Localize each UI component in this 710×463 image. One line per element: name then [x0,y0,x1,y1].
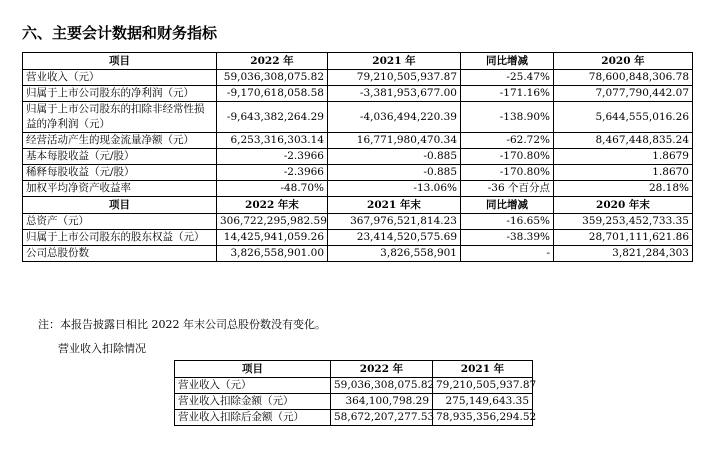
cell-value: -13.06% [328,181,461,197]
table-row [175,378,533,394]
cell-value: 1.8679 [554,149,693,165]
column-header: 2022 年 [331,361,433,378]
table-header-row [23,197,693,214]
row-label: 加权平均净资产收益率 [23,181,217,197]
cell-value: 58,672,207,277.53 [331,410,433,426]
cell-value: -2.3966 [217,165,328,181]
cell-value: 79,210,505,937.87 [433,378,533,394]
cell-value: -25.47% [461,70,554,86]
cell-value: 59,036,308,075.82 [217,70,328,86]
cell-value: 367,976,521,814.23 [328,214,461,230]
column-header: 2021 年 [433,361,533,378]
cell-value: -0.885 [328,165,461,181]
table-row [23,70,693,86]
cell-value: -62.72% [461,133,554,149]
cell-value: 23,414,520,575.69 [328,230,461,246]
table-row [23,86,693,102]
cell-value: 16,771,980,470.34 [328,133,461,149]
cell-value: 5,644,555,016.26 [554,102,693,133]
row-label: 公司总股份数 [23,246,217,262]
column-header: 项目 [23,197,217,214]
cell-value: -2.3966 [217,149,328,165]
cell-value: -138.90% [461,102,554,133]
column-header: 同比增减 [461,197,554,214]
column-header: 项目 [23,53,217,70]
row-label: 营业收入（元） [23,70,217,86]
cell-value: -3,381,953,677.00 [328,86,461,102]
cell-value: 3,826,558,901.00 [217,246,328,262]
row-label: 归属于上市公司股东的股东权益（元） [23,230,217,246]
row-label: 经营活动产生的现金流量净额（元） [23,133,217,149]
column-header: 同比增减 [461,53,554,70]
table-row [23,214,693,230]
cell-value: -16.65% [461,214,554,230]
table-row [23,165,693,181]
column-header: 2021 年末 [328,197,461,214]
cell-value: 28.18% [554,181,693,197]
financial-indicators-table [22,52,693,262]
cell-value: -36 个百分点 [461,181,554,197]
subsection-title: 营业收入扣除情况 [58,342,146,355]
row-label: 营业收入扣除后金额（元） [175,410,331,426]
cell-value: -4,036,494,220.39 [328,102,461,133]
cell-value: -38.39% [461,230,554,246]
cell-value: 59,036,308,075.82 [331,378,433,394]
section-title: 六、主要会计数据和财务指标 [22,24,218,42]
cell-value: 28,701,111,621.86 [554,230,693,246]
table-row [23,230,693,246]
cell-value: 6,253,316,303.14 [217,133,328,149]
cell-value: 14,425,941,059.26 [217,230,328,246]
cell-value: 3,826,558,901 [328,246,461,262]
row-label: 总资产（元） [23,214,217,230]
revenue-deduction-table [174,360,537,426]
cell-value: 7,077,790,442.07 [554,86,693,102]
cell-value: -170.80% [461,149,554,165]
column-header: 项目 [175,361,331,378]
cell-value: 78,935,356,294.52 [433,410,533,426]
cell-value: 306,722,295,982.59 [217,214,328,230]
cell-value: 1.8670 [554,165,693,181]
note: 注：本报告披露日相比 2022 年末公司总股份数没有变化。 [38,318,326,331]
column-header: 2020 年 [554,53,693,70]
cell-value: -48.70% [217,181,328,197]
table-header-row [23,53,693,70]
column-header: 2020 年末 [554,197,693,214]
row-label: 营业收入（元） [175,378,331,394]
row-label: 营业收入扣除金额（元） [175,394,331,410]
cell-value: 359,253,452,733.35 [554,214,693,230]
column-header: 2021 年 [328,53,461,70]
cell-value: -0.885 [328,149,461,165]
cell-value: - [461,246,554,262]
cell-value: 3,821,284,303 [554,246,693,262]
column-header: 2022 年末 [217,197,328,214]
row-label: 归属于上市公司股东的净利润（元） [23,86,217,102]
table-row [175,394,533,410]
cell-value: 275,149,643.35 [433,394,533,410]
table-row [23,246,693,262]
table-row [23,149,693,165]
cell-value: -9,170,618,058.58 [217,86,328,102]
table-row [23,102,693,133]
row-label: 基本每股收益（元/股） [23,149,217,165]
cell-value: -171.16% [461,86,554,102]
cell-value: 8,467,448,835.24 [554,133,693,149]
table-row [23,133,693,149]
cell-value: -9,643,382,264.29 [217,102,328,133]
row-label: 归属于上市公司股东的扣除非经常性损益的净利润（元） [23,102,217,133]
cell-value: 78,600,848,306.78 [554,70,693,86]
cell-value: 364,100,798.29 [331,394,433,410]
row-label: 稀释每股收益（元/股） [23,165,217,181]
table-row [175,410,533,426]
cell-value: 79,210,505,937.87 [328,70,461,86]
cell-value: -170.80% [461,165,554,181]
table-header-row [175,361,533,378]
table-row [23,181,693,197]
column-header: 2022 年 [217,53,328,70]
